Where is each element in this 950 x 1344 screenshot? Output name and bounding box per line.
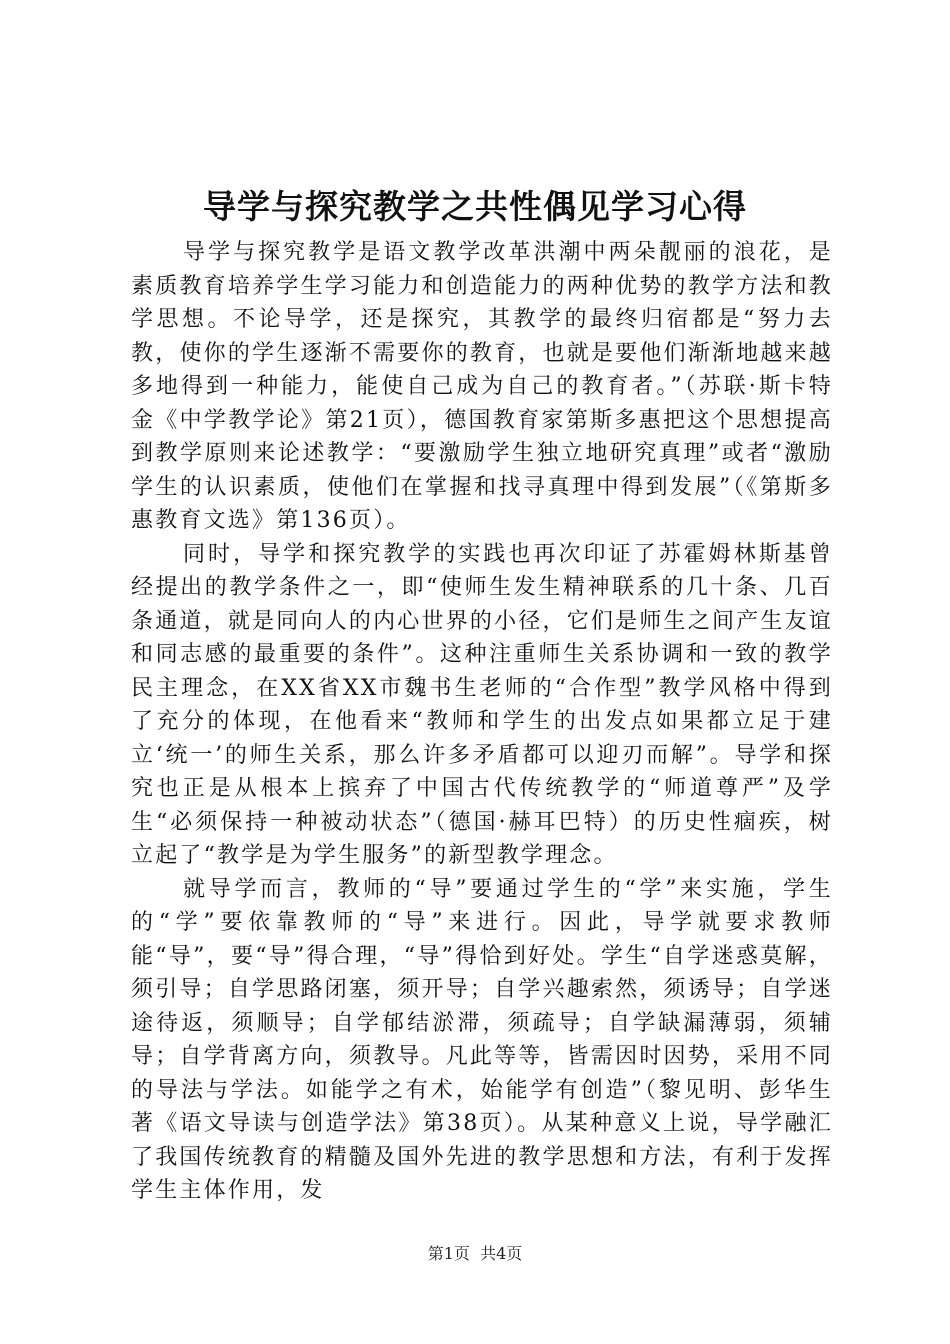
paragraph-2: 同时，导学和探究教学的实践也再次印证了苏霍姆林斯基曾经提出的教学条件之一，即“使师生发生精神联系的几十条、几百条通道，就是同向人的内心世界的小径，它们是师生之间产生友谊和同志感的最重要的条件”。这种注重师生关系协调和一致的教学民主理念，在XX省XX市魏书生老师的“合作型”教学风格中得到了充分的体现，在他看来“教师和学生的出发点如果都立足于建立‘统一’的师生关系，那么许多矛盾都可以迎刃而解”。导学和探究也正是从根本上摈弃了中国古代传统教学的“师道尊严”及学生“必须保持一种被动状态”（德国·赫耳巴特）的历史性痼疾，树立起了“教学是为学生服务”的新型教学理念。 xyxy=(131,541,833,868)
paragraph-1: 导学与探究教学是语文教学改革洪潮中两朵靓丽的浪花，是素质教育培养学生学习能力和创造能力的两种优势的教学方法和教学思想。不论导学，还是探究，其教学的最终归宿都是“努力去教，使你的学生逐渐不需要你的教育，也就是要他们渐渐地越来越多地得到一种能力，能使自己成为自己的教育者。”（苏联·斯卡特金《中学教学论》第21页），德国教育家第斯多惠把这个思想提高到教学原则来论述教学：“要激励学生独立地研究真理”或者“激励学生的认识素质，使他们在掌握和找寻真理中得到发展”（《第斯多惠教育文选》第136页）。 xyxy=(131,240,833,533)
paragraph-3: 就导学而言，教师的“导”要通过学生的“学”来实施，学生的“学”要依靠教师的“导”来进行。因此，导学就要求教师能“导”，要“导”得合理，“导”得恰到好处。学生“自学迷惑莫解，须引导；自学思路闭塞，须开导；自学兴趣索然，须诱导；自学迷途待返，须顺导；自学郁结淤滞，须疏导；自学缺漏薄弱，须辅导；自学背离方向，须教导。凡此等等，皆需因时因势，采用不同的导法与学法。如能学之有术，始能学有创造”（黎见明、彭华生著《语文导读与创造学法》第38页）。从某种意义上说，导学融汇了我国传统教育的精髓及国外先进的教学思想和方法，有利于发挥学生主体作用，发 xyxy=(131,876,833,1203)
page-total: 共4页 xyxy=(480,1244,523,1263)
document-body xyxy=(131,236,833,1208)
document-title: 导学与探究教学之共性偶见学习心得 xyxy=(203,187,747,226)
page-footer xyxy=(0,1243,950,1265)
page-number: 第1页 xyxy=(427,1244,470,1263)
